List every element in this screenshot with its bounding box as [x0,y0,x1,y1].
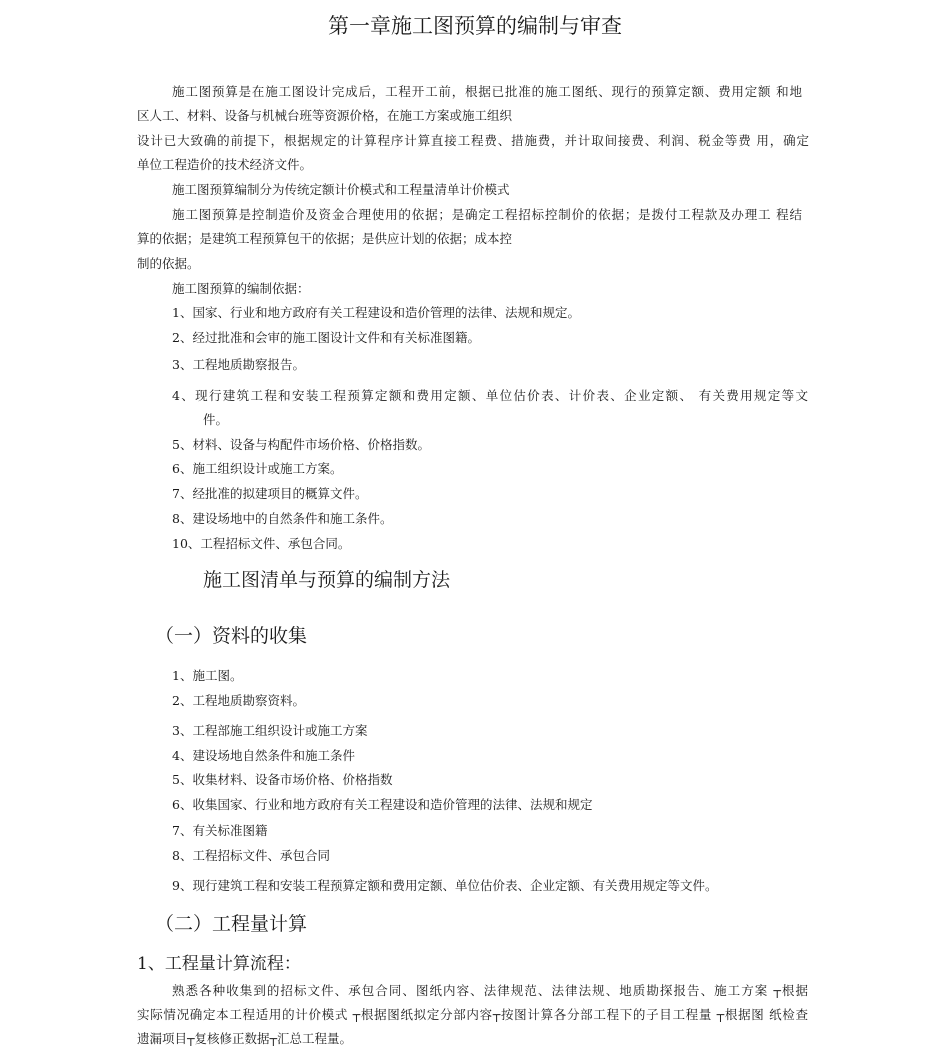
list-item: 5、收集材料、设备市场价格、价格指数 [172,772,393,787]
list-item: 1、施工图。 [172,668,243,683]
page-title: 第一章施工图预算的编制与审查 [328,14,622,38]
list-item: 2、经过批准和会审的施工图设计文件和有关标准图籍。 [172,330,480,345]
flow-paragraph-line-1: 熟悉各种收集到的招标文件、承包合同、图纸内容、法律规范、法律法规、地质勘探报告、施工方案 ┬根据 [172,983,808,998]
subsection-heading-quantity: （二）工程量计算 [155,913,308,935]
list-item-continuation: 件。 [203,412,229,427]
intro-paragraph-2: 施工图预算编制分为传统定额计价模式和工程量清单计价模式 [172,182,510,197]
list-item: 5、材料、设备与构配件市场价格、价格指数。 [172,437,430,452]
list-item: 6、收集国家、行业和地方政府有关工程建设和造价管理的法律、法规和规定 [172,797,593,812]
intro-paragraph-1-line-4: 单位工程造价的技术经济文件。 [137,157,313,172]
flow-paragraph-line-3: 遗漏项目┬复核修正数据┬汇总工程量。 [137,1031,353,1046]
flow-paragraph-line-2: 实际情况确定本工程适用的计价模式 ┬根据图纸拟定分部内容┬按图计算各分部工程下的子目工程量 ┬根据图 纸检查 [137,1007,808,1022]
section-title: 施工图清单与预算的编制方法 [203,569,451,591]
intro-paragraph-1-line-2: 区人工、材料、设备与机械台班等资源价格，在施工方案或施工组织 [137,108,513,123]
intro-paragraph-1-line-1: 施工图预算是在施工图设计完成后，工程开工前，根据已批准的施工图纸、现行的预算定额、费用定额 和地 [172,84,802,99]
list-item: 10、工程招标文件、承包合同。 [172,536,351,551]
intro-paragraph-3-line-1: 施工图预算是控制造价及资金合理使用的依据；是确定工程招标控制价的依据；是拨付工程款及办理工 程结 [172,207,802,222]
list-item: 8、建设场地中的自然条件和施工条件。 [172,511,393,526]
subsection-heading-collection: （一）资料的收集 [155,625,308,647]
list-item: 9、现行建筑工程和安装工程预算定额和费用定额、单位估价表、企业定额、有关费用规定等文件。 [172,878,718,893]
intro-paragraph-1-line-3: 设计已大致确的前提下，根据规定的计算程序计算直接工程费、措施费，并计取间接费、利润、税金等费 用，确定 [137,133,809,148]
list-item: 6、施工组织设计或施工方案。 [172,461,343,476]
list-item: 1、国家、行业和地方政府有关工程建设和造价管理的法律、法规和规定。 [172,305,580,320]
intro-paragraph-3-line-3: 制的依据。 [137,256,200,271]
list-item: 3、工程地质勘察报告。 [172,357,305,372]
list-item: 2、工程地质勘察资料。 [172,693,305,708]
list-item: 7、有关标准图籍 [172,823,268,838]
basis-heading: 施工图预算的编制依据： [172,281,310,296]
list-item: 3、工程部施工组织设计或施工方案 [172,723,368,738]
list-item: 4、建设场地自然条件和施工条件 [172,748,355,763]
list-item: 4、现行建筑工程和安装工程预算定额和费用定额、单位估价表、计价表、企业定额、 有关费用规定等文 [172,388,808,403]
intro-paragraph-3-line-2: 算的依据；是建筑工程预算包干的依据；是供应计划的依据；成本控 [137,231,513,246]
list-item: 8、工程招标文件、承包合同 [172,848,330,863]
flow-heading: 1、工程量计算流程： [137,954,301,974]
list-item: 7、经批准的拟建项目的概算文件。 [172,486,368,501]
